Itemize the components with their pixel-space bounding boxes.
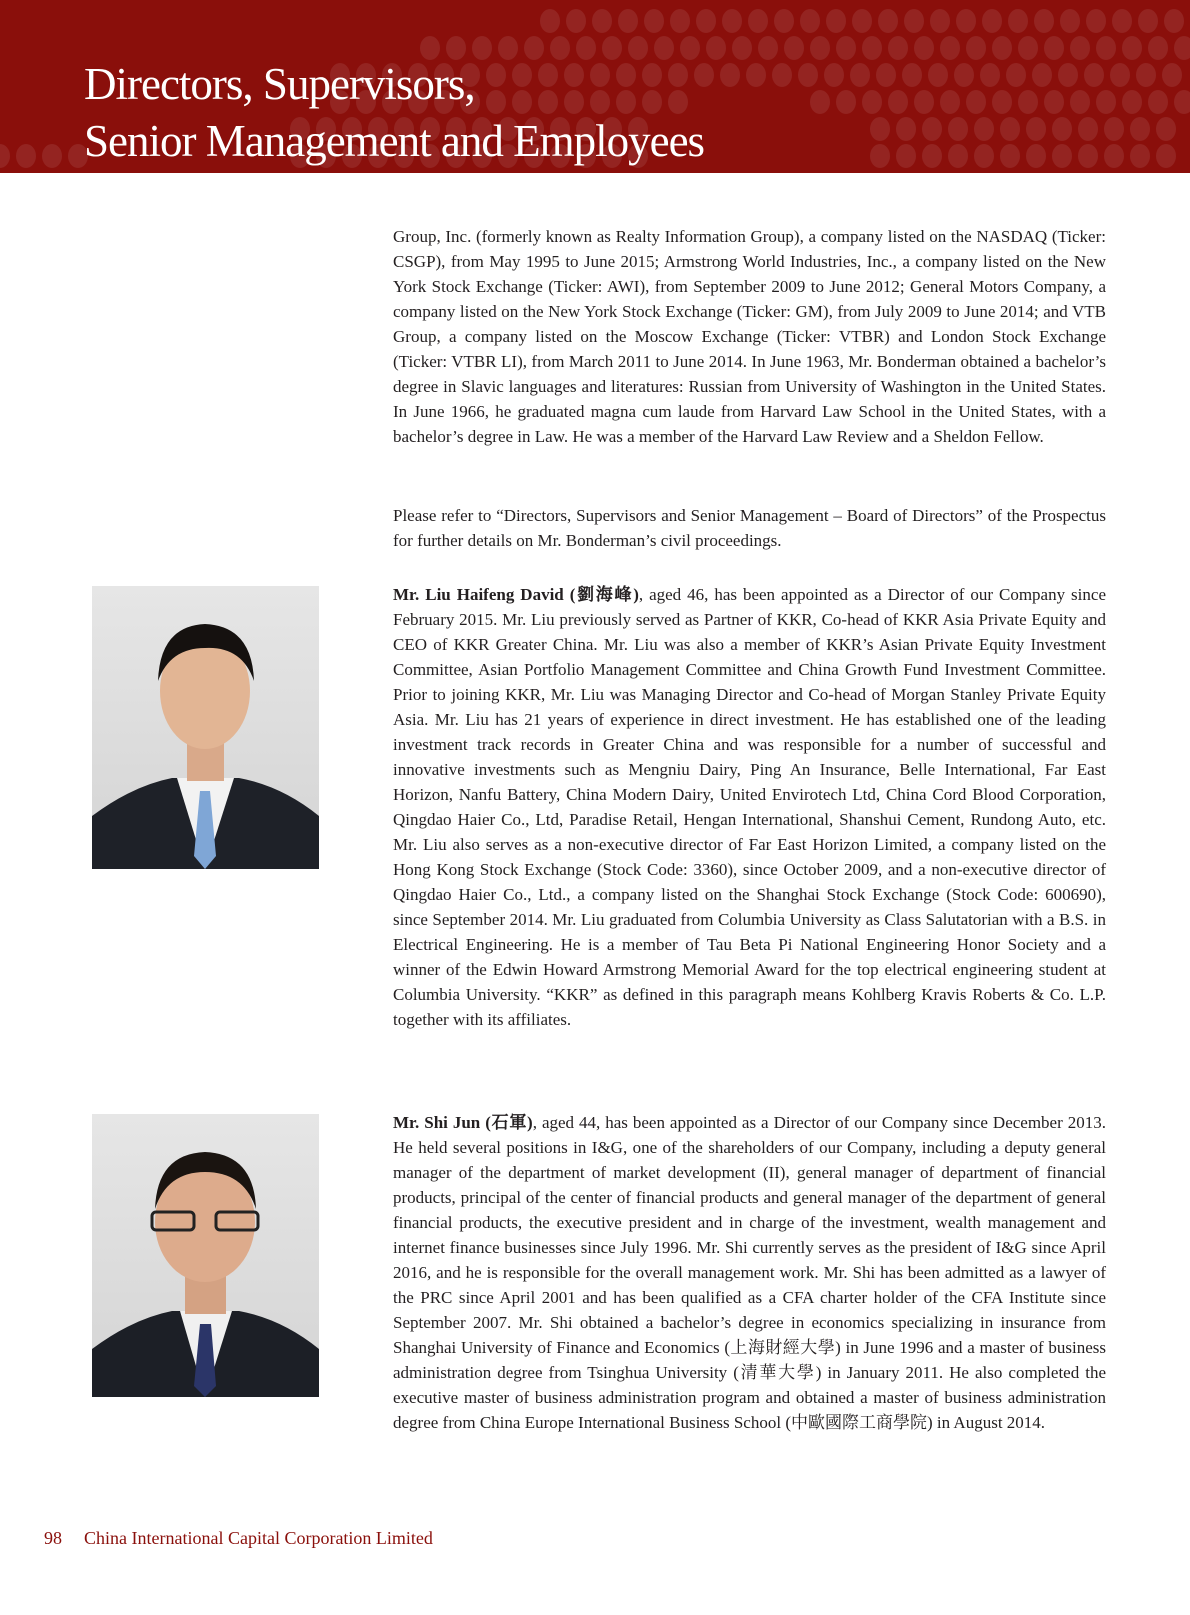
bio-paragraph (393, 1110, 1106, 1435)
decor-dot (1112, 9, 1132, 33)
decor-dot (1138, 9, 1158, 33)
decor-dot (1026, 144, 1046, 168)
decor-dot (706, 36, 726, 60)
decor-dot (1148, 36, 1168, 60)
decor-dot (1058, 63, 1078, 87)
decor-dot (720, 63, 740, 87)
decor-dot (928, 63, 948, 87)
decor-dot (810, 36, 830, 60)
decor-dot (1130, 117, 1150, 141)
note-paragraph: Please refer to “Directors, Supervisors and Senior Management – Board of Directors” of the Prospectus for further details on Mr. Bonderman’s civil proceedings. (393, 506, 1106, 550)
decor-dot (1174, 90, 1190, 114)
decor-dot (748, 9, 768, 33)
decor-dot (878, 9, 898, 33)
decor-dot (914, 36, 934, 60)
decor-dot (540, 9, 560, 33)
decor-dot (1078, 117, 1098, 141)
shi-jun-bio (393, 1110, 1106, 1435)
liu-haifeng-photo (92, 586, 319, 869)
decor-dot (566, 9, 586, 33)
decor-dot (1052, 117, 1072, 141)
director-name: Mr. Liu Haifeng David (劉海峰) (393, 585, 639, 604)
decor-dot (1096, 36, 1116, 60)
decor-dot (914, 90, 934, 114)
bio-text: , aged 44, has been appointed as a Director of our Company since December 2013. He held several positions in I&G, one of the shareholders of our Company, including a deputy general manager of the department of market development (II), general manager of department of financial products, principal of the center of financial products and general manager of the department of general financial products, the executive president and in charge of the investment, wealth management and internet finance businesses since July 1996. Mr. Shi currently serves as the president of I&G since April 2016, and he is responsible for the overall management work. Mr. Shi has been admitted as a lawyer of the PRC since April 2001 and has been qualified as a CFA charter holder of the CFA Institute since September 2007. Mr. Shi obtained a bachelor’s degree in economics specializing in insurance from Shanghai University of Finance and Economics (上海財經大學) in June 1996 and a master of business administration degree from Tsinghua University (清華大學) in January 2011. He also completed the executive master of business administration program and obtained a master of business administration degree from China Europe International Business School (中歐國際工商學院) in August 2014. (393, 1113, 1106, 1432)
decor-dot (16, 144, 36, 168)
decor-dot (922, 144, 942, 168)
decor-dot (1156, 117, 1176, 141)
decor-dot (1044, 90, 1064, 114)
decor-dot (0, 144, 10, 168)
decor-dot (42, 144, 62, 168)
director-name: Mr. Shi Jun (石軍) (393, 1113, 533, 1132)
decor-dot (824, 63, 844, 87)
decor-dot (1122, 90, 1142, 114)
decor-dot (922, 117, 942, 141)
decor-dot (696, 9, 716, 33)
decor-dot (982, 9, 1002, 33)
bonderman-bio-continued (393, 224, 1106, 449)
decor-dot (1008, 9, 1028, 33)
decor-dot (966, 36, 986, 60)
decor-dot (1018, 36, 1038, 60)
decor-dot (1096, 90, 1116, 114)
decor-dot (1032, 63, 1052, 87)
decor-dot (902, 63, 922, 87)
decor-dot (1078, 144, 1098, 168)
decor-dot (888, 36, 908, 60)
decor-dot (774, 9, 794, 33)
decor-dot (826, 9, 846, 33)
decor-dot (1006, 63, 1026, 87)
decor-dot (1104, 144, 1124, 168)
decor-dot (954, 63, 974, 87)
decor-dot (784, 36, 804, 60)
decor-dot (1052, 144, 1072, 168)
decor-dot (836, 36, 856, 60)
decor-dot (1130, 144, 1150, 168)
bio-paragraph: Group, Inc. (formerly known as Realty Information Group), a company listed on the NASDAQ (Ticker: CSGP), from May 1995 to June 2015; Armstrong World Industries, Inc., a company listed on the New York Stock Exchange (Ticker: AWI), from September 2009 to June 2012; General Motors Company, a company listed on the New York Stock Exchange (Ticker: GM), from July 2009 to June 2014; and VTB Group, a company listed on the Moscow Exchange (Ticker: VTBR) and London Stock Exchange (Ticker: VTBR LI), from March 2011 to June 2014. In June 1963, Mr. Bonderman obtained a bachelor’s degree in Slavic languages and literatures: Russian from University of Washington in the United States. In June 1966, he graduated magna cum laude from Harvard Law School in the United States, with a bachelor’s degree in Law. He was a member of the Harvard Law Review and a Sheldon Fellow. (393, 227, 1106, 446)
decor-dot (732, 36, 752, 60)
page-title (84, 56, 704, 170)
decor-dot (862, 90, 882, 114)
decor-dot (592, 9, 612, 33)
decor-dot (798, 63, 818, 87)
decor-dot (1084, 63, 1104, 87)
decor-dot (618, 9, 638, 33)
decor-dot (1018, 90, 1038, 114)
bio-text: , aged 46, has been appointed as a Director of our Company since February 2015. Mr. Liu previously served as Partner of KKR, Co-head of KKR Asia Private Equity and CEO of KKR Greater China. Mr. Liu was also a member of KKR’s Asian Private Equity Investment Committee, Asian Portfolio Management Committee and China Growth Fund Investment Committee. Prior to joining KKR, Mr. Liu was Managing Director and Co-head of Morgan Stanley Private Equity Asia. Mr. Liu has 21 years of experience in direct investment. He has established one of the leading investment track records in Greater China and was responsible for a number of successful and innovative investments such as Mengniu Dairy, Ping An Insurance, Belle International, Far East Horizon, Nanfu Battery, China Modern Dairy, United Envirotech Ltd, China Cord Blood Corporation, Qingdao Haier Co., Ltd, Paradise Retail, Hengan International, Shanshui Cement, Rundong Auto, etc. Mr. Liu also serves as a non-executive director of Far East Horizon Limited, a company listed on the Hong Kong Stock Exchange (Stock Code: 3360), since October 2009, and a non-executive director of Qingdao Haier Co., Ltd., a company listed on the Shanghai Stock Exchange (Stock Code: 600690), since September 2014. Mr. Liu graduated from Columbia University as Class Salutatorian with a B.S. in Electrical Engineering. He is a member of Tau Beta Pi National Engineering Honor Society and a winner of the Edwin Howard Armstrong Memorial Award for the top electrical engineering student at Columbia University. “KKR” as defined in this paragraph means Kohlberg Kravis Roberts & Co. L.P. together with its affiliates. (393, 585, 1106, 1029)
page-footer (44, 1528, 433, 1549)
decor-dot (1174, 36, 1190, 60)
decor-dot (670, 9, 690, 33)
decor-dot (1000, 144, 1020, 168)
decor-dot (974, 144, 994, 168)
decor-dot (1162, 63, 1182, 87)
decor-dot (956, 9, 976, 33)
page-header-banner (0, 0, 1190, 173)
page-number: 98 (44, 1528, 62, 1548)
decor-dot (896, 144, 916, 168)
decor-dot (1104, 117, 1124, 141)
company-name: China International Capital Corporation Limited (84, 1528, 433, 1548)
decor-dot (876, 63, 896, 87)
decor-dot (940, 36, 960, 60)
decor-dot (758, 36, 778, 60)
decor-dot (1136, 63, 1156, 87)
decor-dot (800, 9, 820, 33)
decor-dot (966, 90, 986, 114)
decor-dot (644, 9, 664, 33)
decor-dot (948, 117, 968, 141)
decor-dot (888, 90, 908, 114)
decor-dot (1026, 117, 1046, 141)
decor-dot (810, 90, 830, 114)
decor-dot (1070, 90, 1090, 114)
decor-dot (862, 36, 882, 60)
shi-jun-photo (92, 1114, 319, 1397)
decor-dot (1122, 36, 1142, 60)
decor-dot (836, 90, 856, 114)
decor-dot (930, 9, 950, 33)
decor-dot (1164, 9, 1184, 33)
decor-dot (940, 90, 960, 114)
decor-dot (1070, 36, 1090, 60)
decor-dot (1044, 36, 1064, 60)
decor-dot (992, 90, 1012, 114)
decor-dot (974, 117, 994, 141)
decor-dot (980, 63, 1000, 87)
decor-dot (870, 117, 890, 141)
decor-dot (850, 63, 870, 87)
decor-dot (904, 9, 924, 33)
decor-dot (746, 63, 766, 87)
decor-dot (1110, 63, 1130, 87)
decor-dot (992, 36, 1012, 60)
decor-dot (852, 9, 872, 33)
proceedings-note (393, 503, 1106, 553)
decor-dot (1034, 9, 1054, 33)
title-line-1: Directors, Supervisors, (84, 59, 475, 109)
decor-dot (1060, 9, 1080, 33)
title-line-2: Senior Management and Employees (84, 116, 705, 166)
decor-dot (1148, 90, 1168, 114)
decor-dot (772, 63, 792, 87)
decor-dot (896, 117, 916, 141)
decor-dot (1086, 9, 1106, 33)
decor-dot (948, 144, 968, 168)
decor-dot (1156, 144, 1176, 168)
decor-dot (1000, 117, 1020, 141)
decor-dot (870, 144, 890, 168)
bio-paragraph (393, 582, 1106, 1032)
liu-haifeng-bio (393, 582, 1106, 1032)
decor-dot (722, 9, 742, 33)
